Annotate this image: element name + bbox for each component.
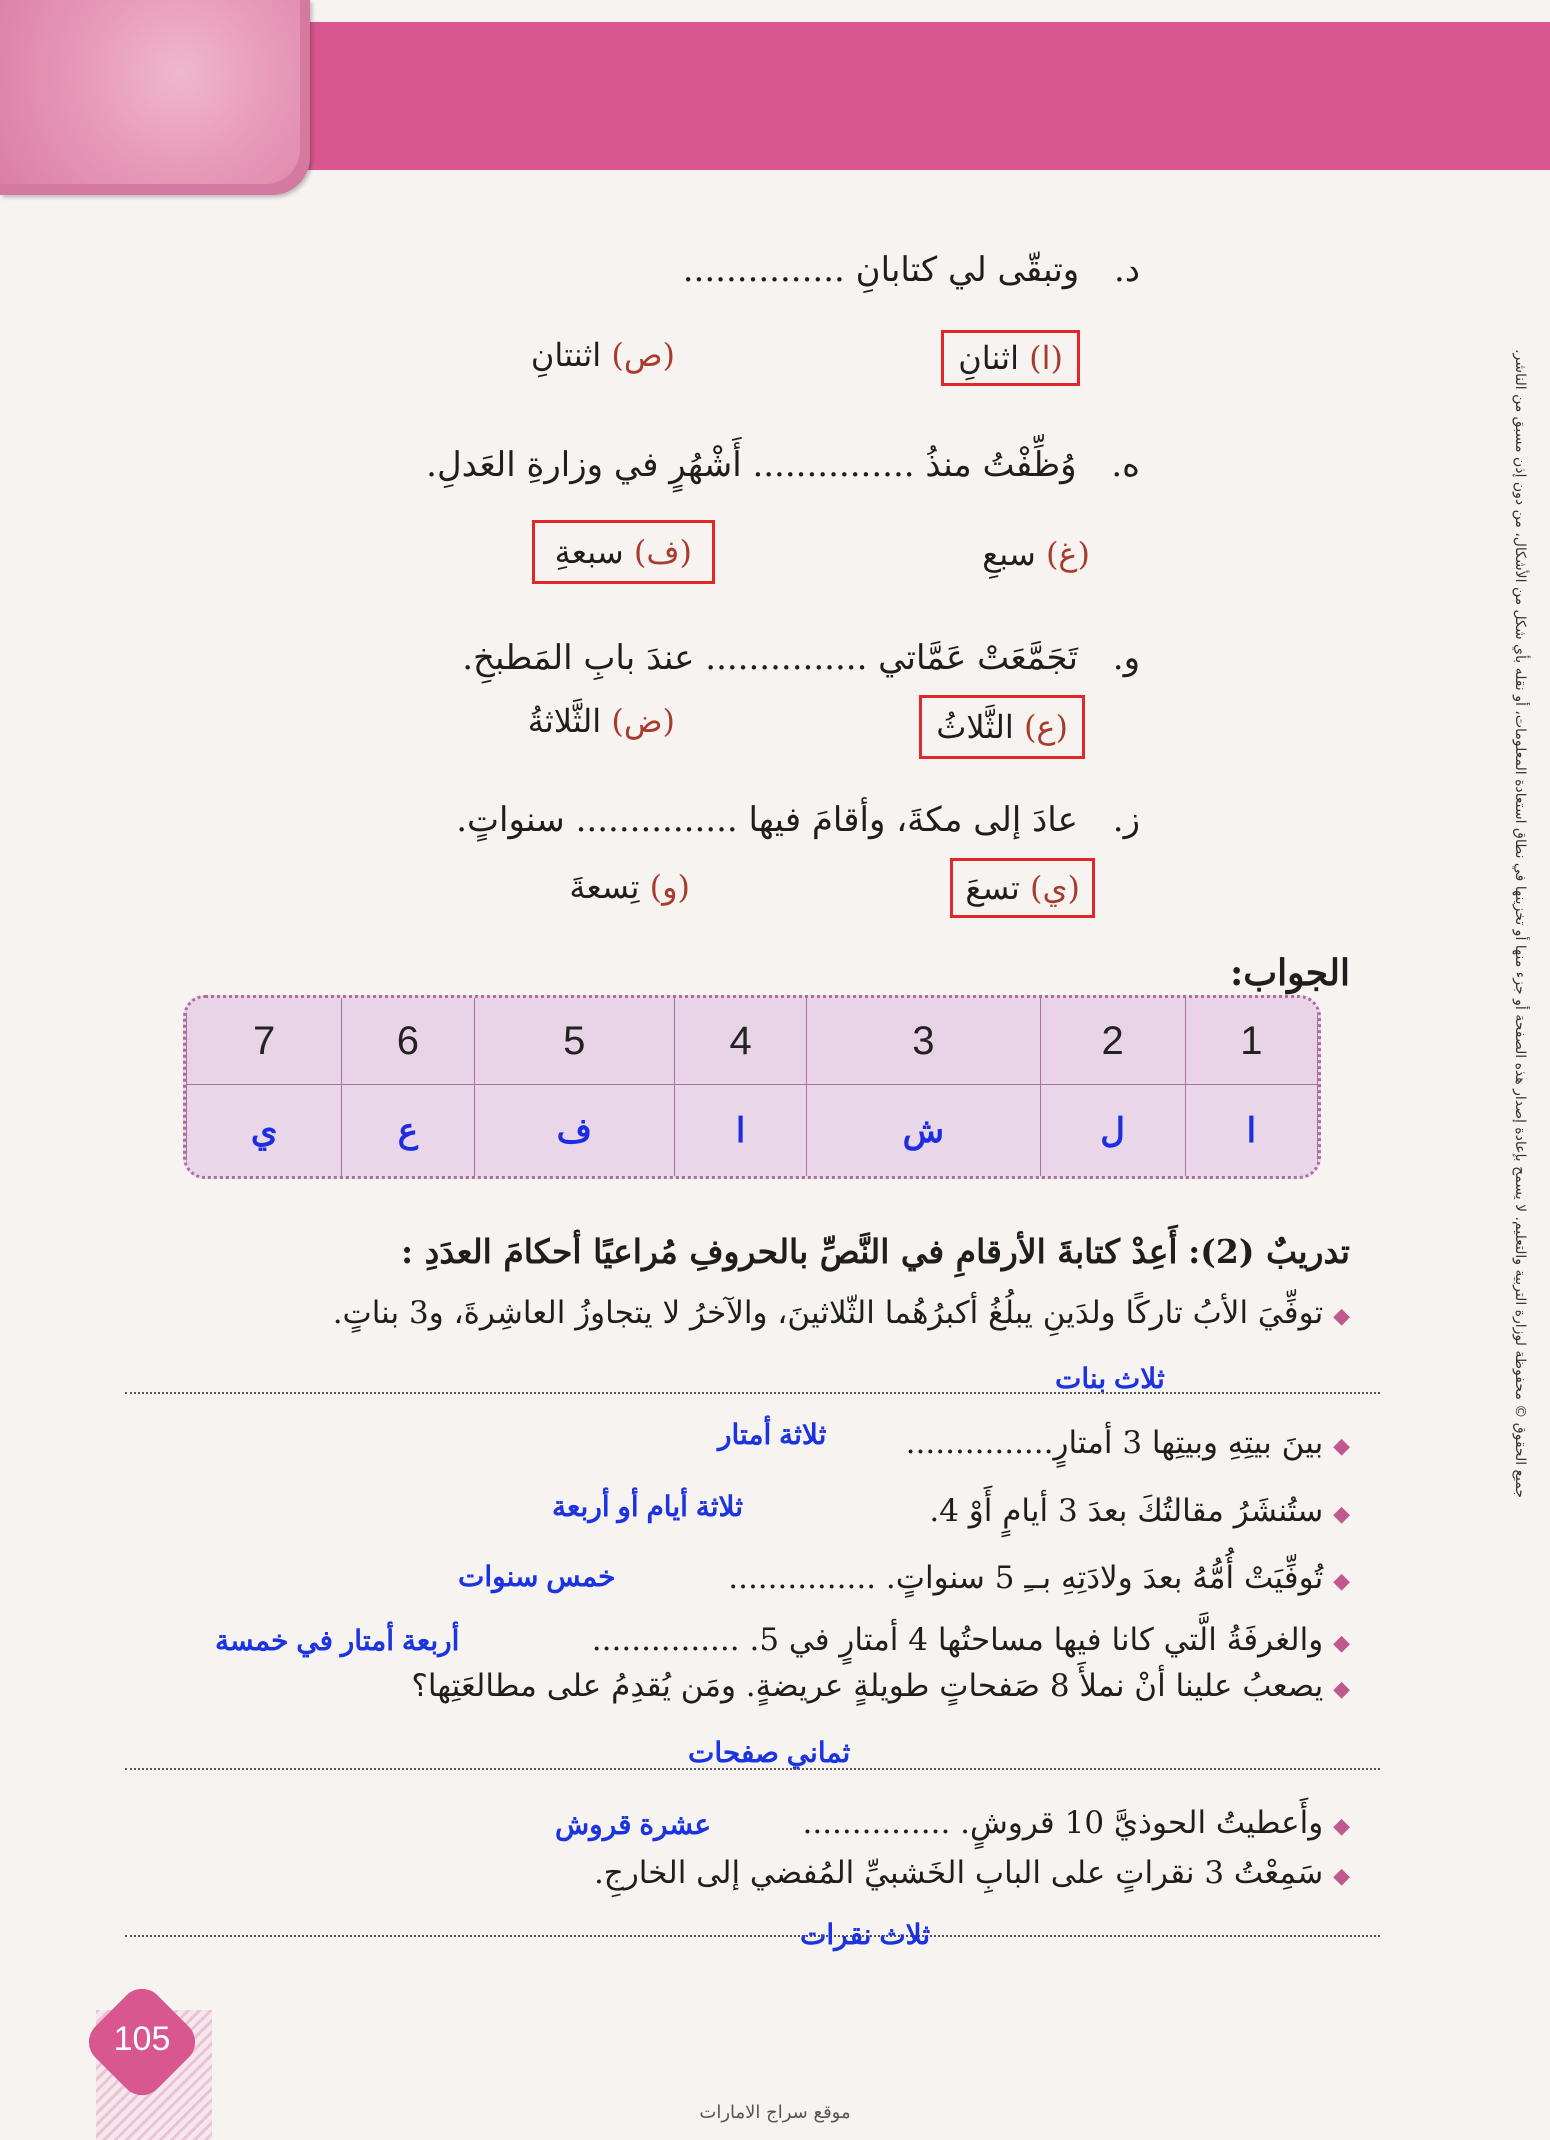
option-correct xyxy=(950,858,1095,918)
question-label: ه. xyxy=(1111,445,1140,485)
bullet-icon: ◆ xyxy=(1333,1502,1350,1527)
list-item xyxy=(411,1668,1350,1704)
question-label: ز. xyxy=(1112,800,1140,840)
table-row xyxy=(187,1085,1318,1177)
table-cell: 7 xyxy=(187,998,342,1085)
list-item xyxy=(802,1805,1350,1841)
bullet-icon: ◆ xyxy=(1333,1864,1350,1889)
item-text: وأَعطيتُ الحوذيَّ 10 قروشٍ. ............... xyxy=(802,1805,1324,1841)
question-text: تَجَمَّعَتْ عَمَّاتي ............... عندَ بابِ المَطبخِ. xyxy=(462,638,1078,678)
item-text: ستُنشَرُ مقالتُكَ بعدَ 3 أيامٍ أَوْ 4. xyxy=(929,1493,1324,1529)
table-cell: 6 xyxy=(342,998,474,1085)
item-text: والغرفَةُ الَّتي كانا فيها مساحتُها 4 أمتارٍ في 5. ............... xyxy=(591,1622,1324,1658)
table-cell: ا xyxy=(675,1085,807,1177)
table-cell: 5 xyxy=(474,998,674,1085)
handwritten-answer: أربعة أمتار في خمسة xyxy=(215,1625,460,1656)
bullet-icon: ◆ xyxy=(1333,1814,1350,1839)
question-d xyxy=(683,250,1140,290)
option-letter: (ف) xyxy=(633,533,692,571)
option-correct xyxy=(532,520,715,584)
option-text: سبعِ xyxy=(982,535,1036,573)
table-cell: ف xyxy=(474,1085,674,1177)
exercise-instruction: أَعِدْ كتابةَ الأرقامِ في النَّصِّ بالحروفِ مُراعيًا أحكامَ العدَدِ : xyxy=(401,1232,1178,1271)
handwritten-answer: ثماني صفحات xyxy=(688,1737,851,1768)
option-letter: (ض) xyxy=(611,702,675,740)
header-tab-decoration xyxy=(0,0,300,184)
question-h xyxy=(426,445,1140,485)
list-item xyxy=(906,1425,1350,1461)
page-number: 105 xyxy=(113,2020,171,2058)
bullet-icon: ◆ xyxy=(1333,1434,1350,1459)
list-item xyxy=(929,1493,1350,1529)
option-letter: (ع) xyxy=(1023,708,1068,746)
exercise-label: تدريبٌ (2): xyxy=(1188,1232,1350,1271)
option-text: اثنانِ xyxy=(958,339,1019,377)
item-text: سَمِعْتُ 3 نقراتٍ على البابِ الخَشبيِّ المُفضي إلى الخارجِ. xyxy=(593,1855,1324,1891)
option-letter: (غ) xyxy=(1045,535,1090,573)
handwritten-answer: عشرة قروش xyxy=(555,1809,712,1840)
handwritten-answer: خمس سنوات xyxy=(458,1561,616,1592)
table-cell: ي xyxy=(187,1085,342,1177)
table-cell: ا xyxy=(1185,1085,1317,1177)
option-letter: (ي) xyxy=(1029,869,1080,907)
table-cell: ل xyxy=(1040,1085,1185,1177)
option-letter: (ص) xyxy=(611,336,675,374)
table-row xyxy=(187,998,1318,1085)
dotted-line xyxy=(125,1768,1380,1770)
header-band xyxy=(300,22,1550,170)
option xyxy=(982,535,1090,573)
bullet-icon: ◆ xyxy=(1333,1677,1350,1702)
bullet-icon: ◆ xyxy=(1333,1569,1350,1594)
handwritten-answer: ثلاثة أمتار xyxy=(718,1419,827,1450)
dotted-line xyxy=(125,1392,1380,1394)
list-item xyxy=(592,1622,1350,1658)
option-text: الثَّلاثةُ xyxy=(527,702,602,740)
item-text: يصعبُ علينا أنْ نملأَ 8 صَفحاتٍ طويلةٍ عريضةٍ. ومَن يُقدِمُ على مطالعَتِها؟ xyxy=(411,1668,1324,1704)
footer-text: موقع سراج الامارات xyxy=(699,2102,851,2123)
table-cell: 3 xyxy=(807,998,1040,1085)
item-text: بينَ بيتِهِ وبيتِها 3 أمتارٍ............... xyxy=(905,1425,1324,1461)
option-correct xyxy=(941,330,1080,386)
option xyxy=(531,336,675,374)
table-cell: 2 xyxy=(1040,998,1185,1085)
list-item xyxy=(728,1560,1350,1596)
option-text: تِسعةَ xyxy=(569,868,640,906)
question-label: و. xyxy=(1112,638,1140,678)
option-text: اثنتانِ xyxy=(530,336,602,374)
question-text: وُظِّفْتُ منذُ ............... أَشْهُرٍ في وزارةِ العَدلِ. xyxy=(426,445,1077,485)
question-w xyxy=(462,638,1140,678)
option-text: الثَّلاثُ xyxy=(936,708,1014,746)
option xyxy=(528,702,675,740)
answer-heading: الجواب: xyxy=(1230,952,1350,994)
handwritten-answer: ثلاثة أيام أو أربعة xyxy=(552,1491,743,1522)
item-text: توفِّيَ الأبُ تاركًا ولدَينِ يبلُغُ أكبرُهُما الثّلاثينَ، والآخرُ لا يتجاوزُ العاشِرةَ، و3 بناتٍ. xyxy=(332,1295,1324,1331)
list-item xyxy=(594,1855,1350,1891)
table-cell: 1 xyxy=(1185,998,1317,1085)
exercise-title xyxy=(401,1232,1350,1271)
handwritten-answer: ثلاث بنات xyxy=(1055,1363,1165,1394)
question-z xyxy=(456,800,1140,840)
bullet-icon: ◆ xyxy=(1333,1304,1350,1329)
dotted-line xyxy=(125,1935,1380,1937)
table-cell: ش xyxy=(807,1085,1040,1177)
question-text: وتبقّى لي كتابانِ ............... xyxy=(682,250,1080,290)
question-text: عادَ إلى مكةَ، وأقامَ فيها ............... سنواتٍ. xyxy=(456,800,1078,840)
option xyxy=(569,868,690,906)
option-letter: (ا) xyxy=(1029,339,1063,377)
answer-table xyxy=(183,995,1321,1179)
copyright-text: جميع الحقوق © محفوظة لوزارة التربية والتعليم. لا يسمح بإعادة إصدار هذه الصفحة أو جزء منها أو تخزينها في نطاق استعادة المعلومات، أو نقله بأي شكل من الأشكال، من دون إذن مسبق من الناشر. xyxy=(1512,349,1528,1498)
table-cell: 4 xyxy=(675,998,807,1085)
option-text: تسعَ xyxy=(965,869,1020,907)
bullet-icon: ◆ xyxy=(1333,1631,1350,1656)
handwritten-answer: ثلاث نقرات xyxy=(800,1919,931,1950)
question-label: د. xyxy=(1114,250,1140,290)
option-correct xyxy=(919,695,1085,759)
item-text: تُوفِّيَتْ أُمُّهُ بعدَ ولادَتِهِ بــِ 5 سنواتٍ. ............... xyxy=(728,1560,1324,1596)
option-letter: (و) xyxy=(649,868,690,906)
list-item xyxy=(333,1295,1350,1331)
table-cell: ع xyxy=(342,1085,474,1177)
option-text: سبعةِ xyxy=(554,533,624,571)
